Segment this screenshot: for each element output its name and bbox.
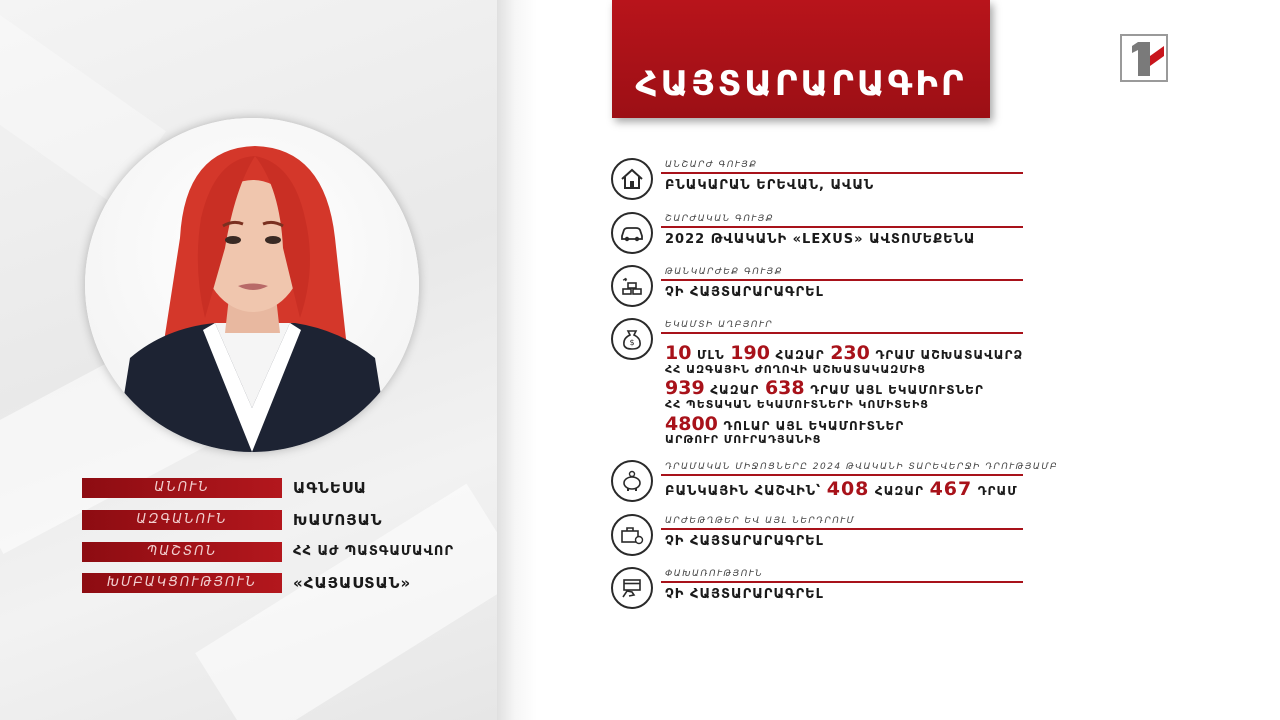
- income-line-2-source: ՀՀ ՊԵՏԱԿԱՆ ԵԿԱՄՈՒՏՆԵՐԻ ԿՈՄԻՏԵԻՑ: [665, 398, 929, 411]
- income-text: ՄԼՆ: [697, 348, 725, 362]
- car-icon: [611, 212, 653, 254]
- income-line-3: [665, 413, 904, 435]
- field-label: ԽՄԲԱԿՑՈՒԹՅՈՒՆ: [82, 573, 282, 593]
- field-value: «ՀԱՅԱՍՏԱՆ»: [293, 574, 412, 592]
- item-category: ՇԱՐԺԱԿԱՆ ԳՈՒՅՔ: [665, 214, 775, 224]
- item-value: ԲՆԱԿԱՐԱՆ ԵՐԵՎԱՆ, ԱՎԱՆ: [665, 178, 875, 193]
- item-value: 2022 ԹՎԱԿԱՆԻ «LEXUS» ԱՎՏՈՄԵՔԵՆԱ: [665, 232, 976, 247]
- item-category: ՓԱԽԱՌՈՒԹՅՈՒՆ: [665, 569, 764, 579]
- gold-bars-icon: [611, 265, 653, 307]
- item-divider: [661, 279, 1023, 281]
- income-number: 230: [830, 342, 870, 364]
- income-line-1: [665, 342, 1023, 364]
- item-divider: [661, 172, 1023, 174]
- income-number: 939: [665, 377, 705, 399]
- income-line-1-source: ՀՀ ԱԶԳԱՅԻՆ ԺՈՂՈՎԻ ԱՇԽԱՏԱԿԱԶՄԻՑ: [665, 363, 926, 376]
- income-text: ՀԱԶԱՐ: [775, 348, 825, 362]
- cash-text: ՀԱԶԱՐ: [874, 484, 925, 498]
- income-line-3-source: ԱՐԹՈՒՐ ՄՈՒՐԱԴՅԱՆԻՑ: [665, 433, 822, 446]
- income-text: ԴՐԱՄ ԱՇԽԱՏԱՎԱՐՁ: [875, 348, 1024, 362]
- cash-number: 467: [929, 478, 973, 500]
- item-category: ԱՐԺԵԹՂԹԵՐ ԵՎ ԱՅԼ ՆԵՐԴՐՈՒՄ: [665, 516, 856, 526]
- money-bag-icon: [611, 318, 653, 360]
- item-divider: [661, 474, 1023, 476]
- item-category: ԵԿԱՄՏԻ ԱՂԲՅՈՒՐ: [665, 320, 774, 330]
- income-number: 190: [730, 342, 770, 364]
- channel-logo: [1120, 34, 1168, 82]
- income-line-2: [665, 377, 984, 399]
- house-icon: [611, 158, 653, 200]
- field-label: ՊԱՇՏՈՆ: [82, 542, 282, 562]
- income-text: ՀԱԶԱՐ: [710, 383, 760, 397]
- briefcase-coins-icon: [611, 514, 653, 556]
- item-value: ՉԻ ՀԱՅՏԱՐԱՐԱԳՐԵԼ: [665, 534, 824, 549]
- page-title: ՀԱՅՏԱՐԱՐԱԳԻՐ: [635, 64, 967, 104]
- cash-value: [665, 478, 1018, 500]
- cash-text: ԴՐԱՄ: [977, 484, 1018, 498]
- item-divider: [661, 226, 1023, 228]
- item-category: ԱՆՇԱՐԺ ԳՈՒՅՔ: [665, 160, 758, 170]
- field-value: ԱԳՆԵՍԱ: [293, 479, 367, 497]
- item-category: ԴՐԱՄԱԿԱՆ ՄԻՋՈՑՆԵՐԸ 2024 ԹՎԱԿԱՆԻ ՏԱՐԵՎԵՐՋԻ ԴՐՈՒԹՅԱՄԲ: [665, 462, 1059, 472]
- item-divider: [661, 581, 1023, 583]
- field-label: ԱԶԳԱՆՈՒՆ: [82, 510, 282, 530]
- svg-text:$: $: [629, 338, 635, 347]
- income-text: ԴՐԱՄ ԱՅԼ ԵԿԱՄՈՒՏՆԵՐ: [810, 383, 984, 397]
- income-text: ԴՈԼԱՐ ԱՅԼ ԵԿԱՄՈՒՏՆԵՐ: [723, 419, 905, 433]
- card-hand-icon: [611, 567, 653, 609]
- income-number: 638: [764, 377, 805, 399]
- field-value: ԽԱՄՈՅԱՆ: [293, 511, 383, 529]
- field-label: ԱՆՈՒՆ: [82, 478, 282, 498]
- item-value: ՉԻ ՀԱՅՏԱՐԱՐԱԳՐԵԼ: [665, 285, 824, 300]
- cash-prefix: ԲԱՆԿԱՅԻՆ ՀԱՇՎԻՆ՝: [665, 484, 822, 499]
- income-number: 10: [665, 342, 692, 364]
- title-banner: [612, 0, 990, 118]
- piggy-bank-icon: [611, 460, 653, 502]
- income-number: 4800: [665, 413, 718, 435]
- item-category: ԹԱՆԿԱՐԺԵՔ ԳՈՒՅՔ: [665, 267, 784, 277]
- item-value: ՉԻ ՀԱՅՏԱՐԱՐԱԳՐԵԼ: [665, 587, 824, 602]
- item-divider: [661, 332, 1023, 334]
- cash-number: 408: [826, 478, 870, 500]
- item-divider: [661, 528, 1023, 530]
- field-value: ՀՀ ԱԺ ՊԱՏԳԱՄԱՎՈՐ: [293, 544, 455, 559]
- portrait-photo: [85, 118, 419, 452]
